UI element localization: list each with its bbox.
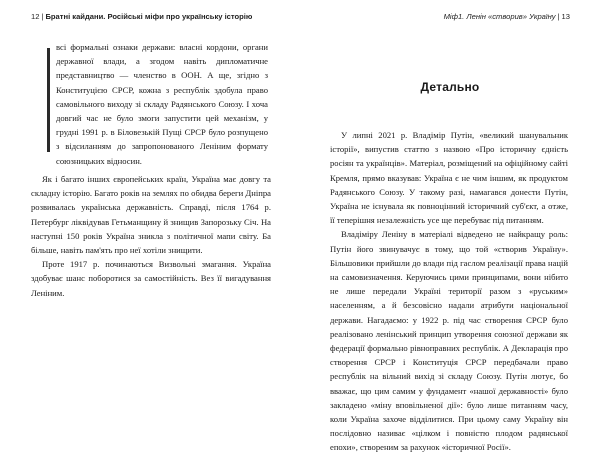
body-paragraph: Як і багато інших європейських країн, Україна має довгу та складну історію. Багато років на землях по обидва береги Дніпра розвивалась українська державність. Справді, після 1764 р. Петербург ліквідував Гетьманщину й знищив Запорозьку Січ. На наступні 150 років Україна зникла з політичної мапи світу. Ба більше, навіть пам'ять про неї хотіли знищити. [31,174,271,256]
header-separator: | [41,12,44,21]
inset-paragraph: всі формальні ознаки держави: власні кордони, органи державної влади, а згодом навіть дипломатичне представництво — членство в ООН. А ще, згідно з Конституцією СРСР, кожна з республік здобула право самовільного виходу зі складу Радянського Союзу. І хоча довгий час не було змоги запустити цей механізм, у грудні 1991 р. в Біловезькій Пущі СРСР було розпущено з відсиланням до запропонованого Леніним формату союзницьких відносин. [56,42,268,166]
header-separator: | [557,12,560,21]
right-page [300,0,600,456]
body-paragraph: Проте 1917 р. починаються Визвольні змагання. Україна здобуває шанс поборотися за самостійність. Вез її вигадування Леніним. [31,259,271,298]
body-paragraph: У липні 2021 р. Владімір Путін, «великий шанувальник історії», випустив статтю з назвою «Про історичну єдність росіян та українців». Матеріал, розміщений на офіційному сайті Кремля, прямо вказував: Україна є не чим іншим, як продуктом Радянського Союзу. У такому разі, намагався донести Путін, Україна не існувала як повноцінний історичний суб'єкт, а отже, її теперішня незалежність усе ще перебуває під питанням. [330,130,568,226]
book-title: Братні кайдани. Російські міфи про українську історію [45,12,253,21]
left-running-header [31,12,252,21]
right-page-number: 13 [561,12,570,21]
section-heading: Детально [420,80,480,94]
inset-side-bar [47,48,50,152]
body-paragraph: Владіміру Леніну в матеріалі відведено не найкращу роль: Путін його звинувачує в тому, що той «створив Україну». Більшовики прийшли до влади під гаслом реалізації права націй на самовизначення. Керуючись цими принципами, вони нібито не лише передали Україні території разом з «руським» населенням, а й безсовісно надали атрибути національної держави. Нагадаємо: у 1922 р. під час створення СРСР було реалізовано ленінський принцип утворення союзної держави як федерації формально рівноправних республік. А Декларація про створення СРСР і Конституція СРСР передбачали право республік на вільний вихід зі складу Союзу. Путін лютує, бо вважає, що цим самим у фундамент «нашої державності» було закладено «міну вповільненої дії»: було лише питанням часу, коли Україна захоче відділитися. При цьому саму Україну він послідовно називає «цілком і повністю плодом радянської епохи», створеним за рахунок «історичної Росії». [330,229,568,453]
right-body-text [330,128,568,455]
left-body-text [31,172,271,300]
chapter-title: Міф1. Ленін «створив» Україну [443,12,556,21]
inset-block [56,40,268,168]
right-running-header [444,12,570,21]
left-page-number: 12 [31,12,40,21]
